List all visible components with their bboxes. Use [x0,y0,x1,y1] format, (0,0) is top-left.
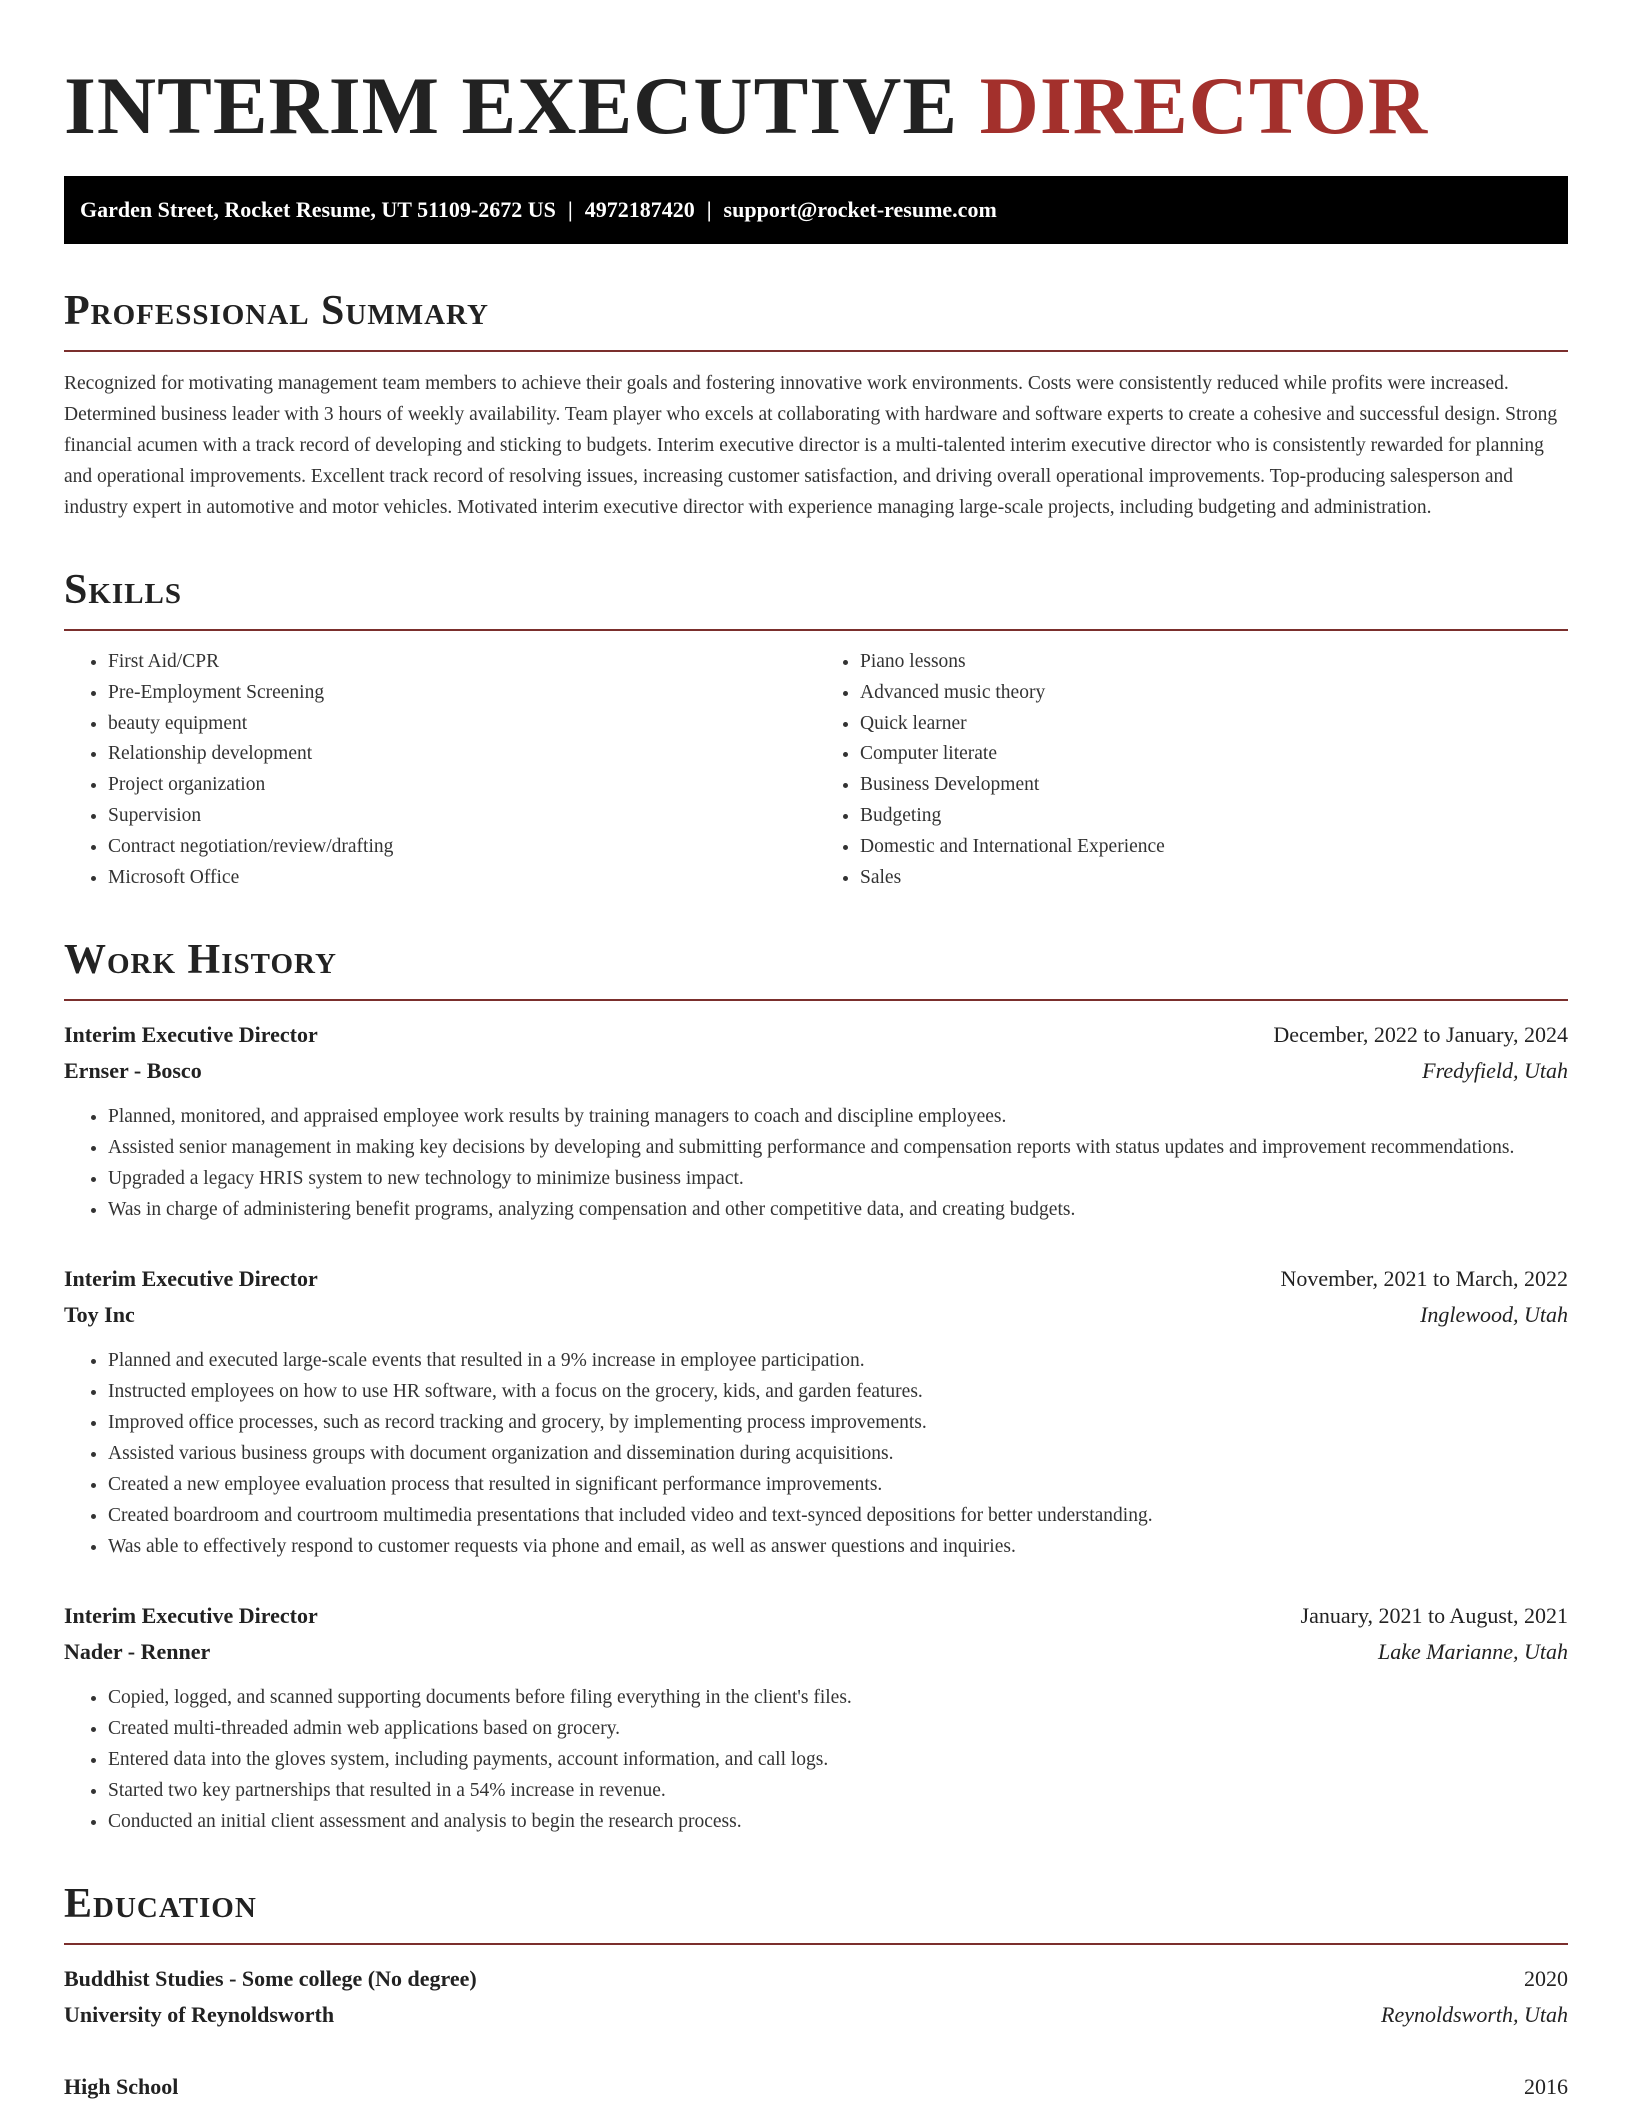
job-company: Toy Inc [64,1302,135,1328]
job-dates: November, 2021 to March, 2022 [1280,1266,1568,1292]
job-location: Fredyfield, Utah [1422,1058,1568,1084]
education-year: 2016 [1524,2074,1568,2100]
skill-item: • Piano lessons [860,647,1568,678]
job-company: Nader - Renner [64,1639,211,1665]
section-title-summary: Professional Summary [64,288,489,334]
skill-item: • First Aid/CPR [108,647,816,678]
job-bullet: • Created a new employee evaluation process that resulted in significant performance improvements. [108,1469,1568,1500]
skill-item: • beauty equipment [108,709,816,740]
skill-item: • Quick learner [860,709,1568,740]
contact-address: Garden Street, Rocket Resume, UT 51109-2672 US [80,197,556,222]
skill-item: • Computer literate [860,739,1568,770]
contact-phone: 4972187420 [584,197,695,222]
education-location: Reynoldsworth, Utah [1381,2002,1568,2028]
job-role: Interim Executive Director [64,1022,318,1048]
skill-item: • Domestic and International Experience [860,832,1568,863]
job-role: Interim Executive Director [64,1603,318,1629]
section-divider [64,350,1568,352]
job-bullet: • Conducted an initial client assessment and analysis to begin the research process. [108,1806,1568,1837]
education-entry [64,2069,1568,2105]
skills-list [64,647,1568,893]
education-subheader [64,1997,1568,2033]
job-company: Ernser - Bosco [64,1058,202,1084]
job-bullets [64,1345,1568,1562]
job-bullet: • Was able to effectively respond to customer requests via phone and email, as well as answer questions and inquiries. [108,1531,1568,1562]
skills-column-left [64,647,816,893]
skill-item: • Business Development [860,770,1568,801]
job-subheader [64,1053,1568,1089]
resume-title [64,0,1568,156]
skill-item: • Advanced music theory [860,678,1568,709]
job-header [64,1261,1568,1297]
section-divider [64,999,1568,1001]
section-title-education: Education [64,1881,257,1928]
job-dates: December, 2022 to January, 2024 [1273,1022,1568,1048]
job-bullet: • Created boardroom and courtroom multimedia presentations that included video and text-synced depositions for better understanding. [108,1500,1568,1531]
job-bullet: • Assisted various business groups with document organization and dissemination during acquisitions. [108,1438,1568,1469]
skill-item: • Microsoft Office [108,863,816,894]
job-bullet: • Improved office processes, such as record tracking and grocery, by implementing process improvements. [108,1407,1568,1438]
education-degree: Buddhist Studies - Some college (No degree) [64,1966,477,1992]
job-subheader [64,1634,1568,1670]
job-bullets [64,1101,1568,1225]
job-entry [64,1017,1568,1225]
job-role: Interim Executive Director [64,1266,318,1292]
education-header [64,1961,1568,1997]
job-bullet: • Was in charge of administering benefit programs, analyzing compensation and other competitive data, and creating budgets. [108,1194,1568,1225]
contact-bar [64,176,1568,244]
skill-item: • Project organization [108,770,816,801]
skill-item: • Supervision [108,801,816,832]
skill-item: • Contract negotiation/review/drafting [108,832,816,863]
job-header [64,1598,1568,1634]
education-school: University of Reynoldsworth [64,2002,335,2028]
job-bullet: • Assisted senior management in making key decisions by developing and submitting performance and compensation reports with status updates and improvement recommendations. [108,1132,1568,1163]
skill-item: • Sales [860,863,1568,894]
job-entry [64,1598,1568,1837]
job-header [64,1017,1568,1053]
section-title-skills: Skills [64,567,183,613]
job-bullet: • Upgraded a legacy HRIS system to new technology to minimize business impact. [108,1163,1568,1194]
section-divider [64,1943,1568,1945]
title-accent: DIRECTOR [979,60,1429,151]
skills-column-right [816,647,1568,893]
job-bullet: • Created multi-threaded admin web applications based on grocery. [108,1713,1568,1744]
job-bullet: • Copied, logged, and scanned supporting documents before filing everything in the client's files. [108,1682,1568,1713]
contact-separator: | [706,197,712,222]
job-bullet: • Instructed employees on how to use HR software, with a focus on the grocery, kids, and garden features. [108,1376,1568,1407]
skill-item: • Relationship development [108,739,816,770]
job-bullet: • Planned and executed large-scale events that resulted in a 9% increase in employee participation. [108,1345,1568,1376]
job-bullet: • Planned, monitored, and appraised employee work results by training managers to coach and discipline employees. [108,1101,1568,1132]
job-location: Inglewood, Utah [1420,1302,1568,1328]
education-year: 2020 [1524,1966,1568,1992]
job-entry [64,1261,1568,1562]
skill-item: • Budgeting [860,801,1568,832]
education-header [64,2069,1568,2105]
job-dates: January, 2021 to August, 2021 [1300,1603,1568,1629]
contact-separator: | [567,197,573,222]
job-location: Lake Marianne, Utah [1377,1639,1568,1665]
summary-text: Recognized for motivating management team members to achieve their goals and fostering innovative work environments. Costs were consistently reduced while profits were increased. Determined business leader with 3 hours of weekly availability. Team player who excels at collaborating with hardware and software experts to create a cohesive and successful design. Strong financial acumen with a track record of developing and sticking to budgets. Interim executive director is a multi-talented interim executive director who is consistently rewarded for planning and operational improvements. Excellent track record of resolving issues, increasing customer satisfaction, and driving overall operational improvements. Top-producing salesperson and industry expert in automotive and motor vehicles. Motivated interim executive director with experience managing large-scale projects, including budgeting and administration. [64,373,1558,518]
contact-email: support@rocket-resume.com [723,197,997,222]
job-bullet: • Started two key partnerships that resulted in a 54% increase in revenue. [108,1775,1568,1806]
job-bullet: • Entered data into the gloves system, including payments, account information, and call logs. [108,1744,1568,1775]
skill-item: • Pre-Employment Screening [108,678,816,709]
education-entry [64,1961,1568,2033]
job-bullets [64,1682,1568,1837]
education-degree: High School [64,2074,179,2100]
title-main: INTERIM EXECUTIVE [64,60,959,151]
job-subheader [64,1297,1568,1333]
section-title-work: Work History [64,937,337,984]
section-divider [64,629,1568,631]
